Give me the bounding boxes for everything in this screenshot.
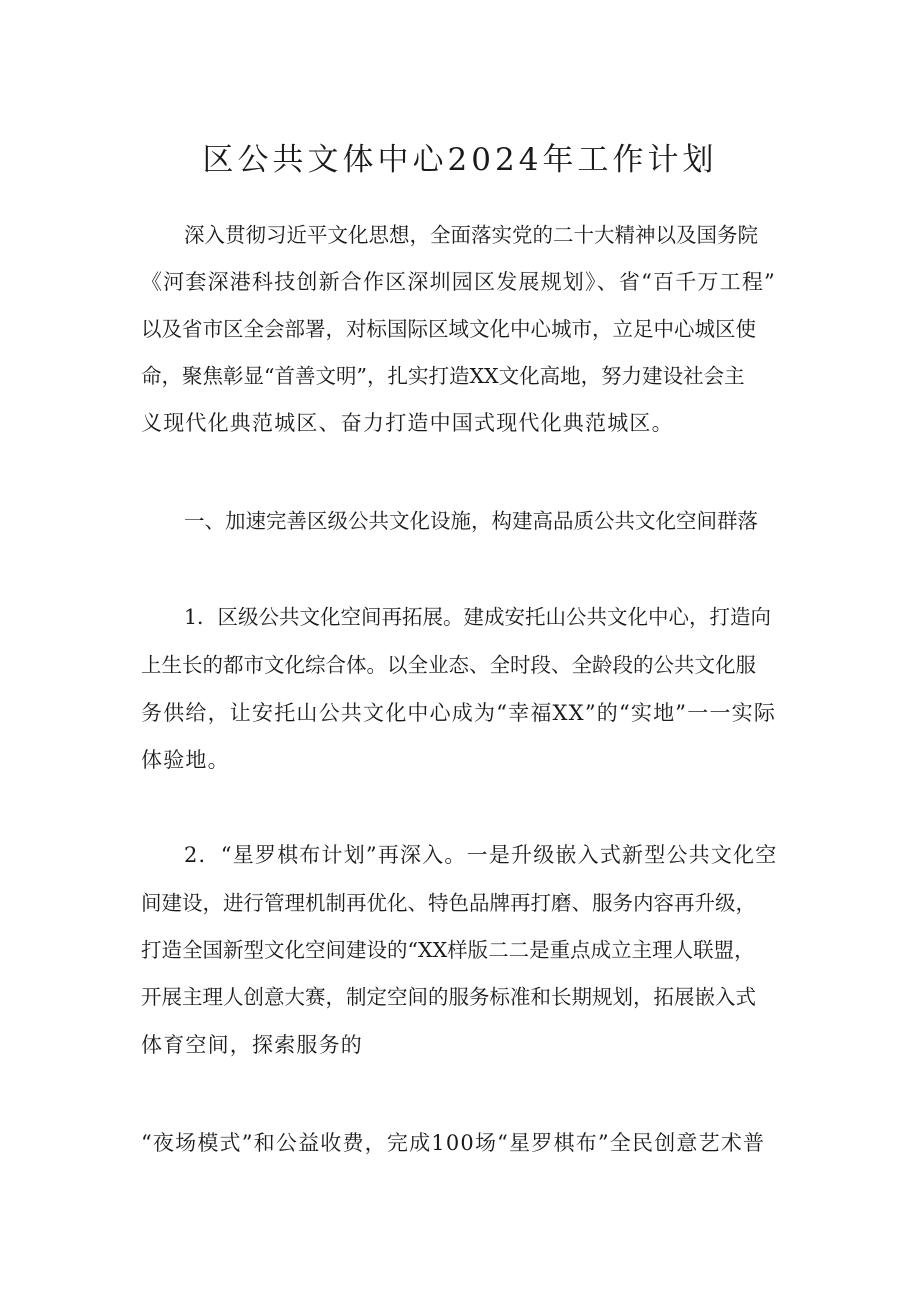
intro-line: 以及省市区全会部署，对标国际区域文化中心城市，立足中心城区使 [141, 317, 756, 341]
intro-line: 义现代化典范城区、奋力打造中国式现代化典范城区。 [141, 411, 674, 435]
item-line: 2．“星罗棋布计划”再深入。一是升级嵌入式新型公共文化空 [184, 843, 778, 867]
item-line: 1．区级公共文化空间再拓展。建成安托山公共文化中心，打造向 [184, 605, 772, 629]
item-line: 体育空间，探索服务的 [141, 1033, 363, 1057]
intro-line: 深入贯彻习近平文化思想，全面落实党的二十大精神以及国务院 [184, 223, 758, 247]
document-title: 区公共文体中心2024年工作计划 [202, 142, 718, 178]
item-line: 间建设，进行管理机制再优化、特色品牌再打磨、服务内容再升级， [141, 891, 756, 915]
section-heading: 一、加速完善区级公共文化设施，构建高品质公共文化空间群落 [184, 509, 758, 533]
intro-line: 命，聚焦彰显“首善文明”，扎实打造XX文化高地，努力建设社会主 [141, 364, 745, 388]
item-line: 打造全国新型文化空间建设的“XX样版二二是重点成立主理人联盟， [141, 938, 755, 962]
item-line: 务供给，让安托山公共文化中心成为“幸福XX”的“实地”一一实际 [141, 701, 777, 725]
intro-line: 《河套深港科技创新合作区深圳园区发展规划》、省“百千万工程” [141, 270, 776, 294]
item-line: 开展主理人创意大赛，制定空间的服务标准和长期规划，拓展嵌入式 [141, 985, 756, 1009]
continuation-line: “夜场模式”和公益收费，完成100场“星罗棋布”全民创意艺术普 [141, 1131, 766, 1155]
item-line: 上生长的都市文化综合体。以全业态、全时段、全龄段的公共文化服 [141, 653, 756, 677]
item-line: 体验地。 [141, 748, 230, 772]
